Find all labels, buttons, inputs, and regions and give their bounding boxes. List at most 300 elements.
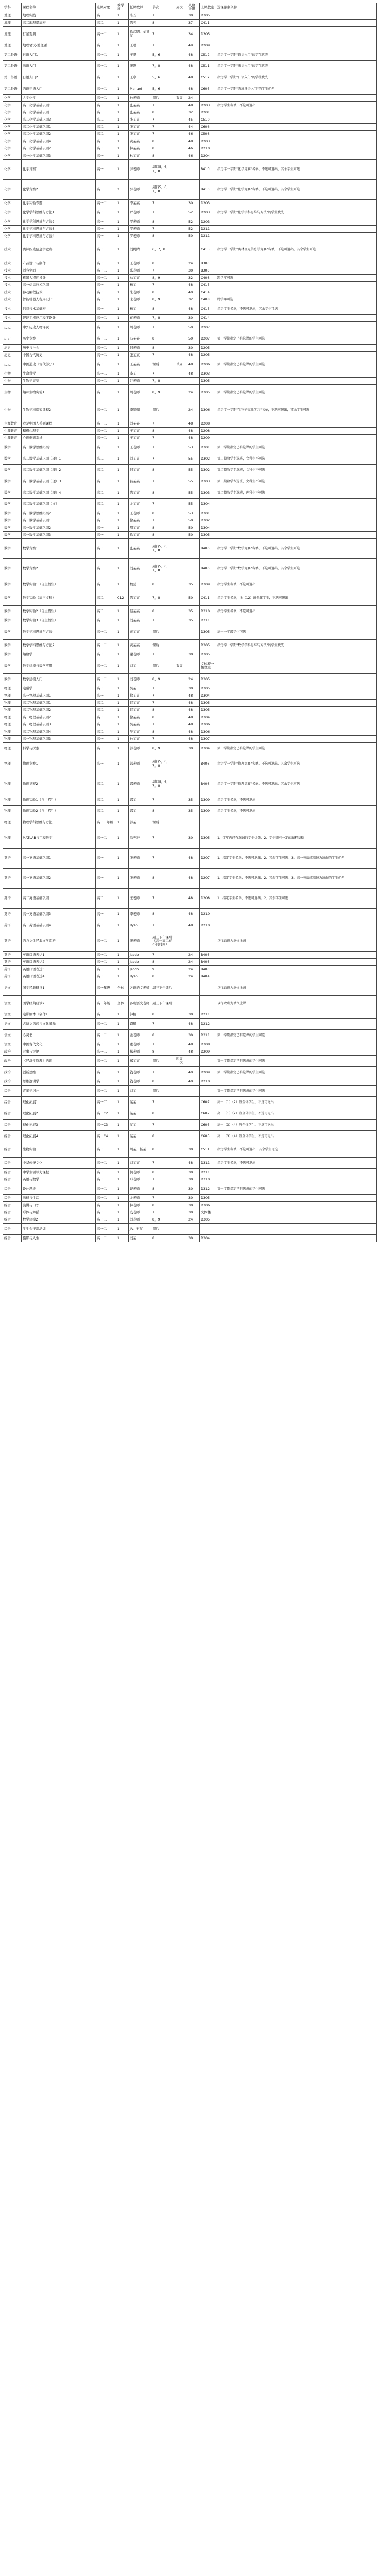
cell-target: 高一 xyxy=(96,735,116,742)
cell-note xyxy=(216,289,377,296)
cell-room: D203 xyxy=(200,101,216,109)
cell-teacher: 郭老师 xyxy=(129,742,151,754)
cell-period: 8，9 xyxy=(151,384,175,400)
cell-cap xyxy=(187,995,200,1011)
cell-class: 1 xyxy=(116,510,129,517)
cell-teacher: 乐老师 xyxy=(129,267,151,274)
cell-room: D210 xyxy=(200,920,216,931)
cell-class: 1 xyxy=(116,207,129,218)
cell-cap: 52 xyxy=(187,218,200,225)
cell-class: 1 xyxy=(116,624,129,639)
cell-note xyxy=(216,1011,377,1018)
cell-course: 电影剧本（创作） xyxy=(22,1011,96,1018)
table-row xyxy=(3,434,377,442)
table-row xyxy=(3,138,377,145)
cell-target: 高二 xyxy=(96,138,116,145)
table-row xyxy=(3,579,377,590)
cell-weeks xyxy=(175,1011,187,1018)
cell-note: 以行政班为单位上课 xyxy=(216,980,377,995)
cell-note: 指定学一学期"物理竞赛"名单，不选可退出，其余学生可选 xyxy=(216,774,377,794)
cell-period: 8 xyxy=(151,958,175,965)
cell-weeks xyxy=(175,464,187,476)
cell-course: 数学建模与数学应用 xyxy=(22,658,96,673)
table-row xyxy=(3,817,377,828)
cell-teacher: 薛老师 xyxy=(129,159,151,179)
cell-course: 摄影与人生 xyxy=(22,1234,96,1242)
cell-note xyxy=(216,225,377,232)
cell-subject: 英语 xyxy=(3,908,22,920)
cell-course: 生物学竞赛 xyxy=(22,377,96,384)
cell-class: 1 xyxy=(116,658,129,673)
cell-period: 7，8 xyxy=(151,314,175,321)
cell-target: 高一二 xyxy=(96,1176,116,1183)
cell-room: D304 xyxy=(200,742,216,754)
cell-period: 8 xyxy=(151,289,175,296)
cell-teacher: 刘老师 xyxy=(129,1216,151,1223)
cell-note: 指定学一学期"德语入门"的学生优先 xyxy=(216,49,377,60)
table-row xyxy=(3,1055,377,1066)
cell-room: D305 xyxy=(200,384,216,400)
cell-room: B406 xyxy=(200,558,216,579)
table-row xyxy=(3,931,377,951)
cell-class: 1 xyxy=(116,138,129,145)
cell-period: 7，8 xyxy=(151,377,175,384)
cell-teacher: 王老师 xyxy=(129,888,151,908)
cell-subject: 综合 xyxy=(3,1194,22,1201)
cell-room: D209 xyxy=(200,42,216,49)
cell-target: 高二 xyxy=(96,487,116,498)
cell-target: 高二 xyxy=(96,19,116,26)
cell-period: 课后 xyxy=(151,359,175,370)
cell-weeks xyxy=(175,754,187,774)
cell-weeks xyxy=(175,487,187,498)
cell-class: 1 xyxy=(116,83,129,94)
cell-subject: 综合 xyxy=(3,1234,22,1242)
cell-room: D305 xyxy=(200,1216,216,1223)
cell-subject: 化学 xyxy=(3,116,22,123)
cell-subject: 英语 xyxy=(3,931,22,951)
cell-room xyxy=(200,931,216,951)
cell-note: 第二期数学专选班，文科生不可选 xyxy=(216,464,377,476)
cell-subject: 综合 xyxy=(3,1216,22,1223)
cell-weeks xyxy=(175,958,187,965)
cell-subject: 技术 xyxy=(3,314,22,321)
cell-weeks xyxy=(175,83,187,94)
cell-class: 1 xyxy=(116,94,129,101)
cell-note xyxy=(216,728,377,735)
cell-target: 高二 xyxy=(96,888,116,908)
cell-class: 1 xyxy=(116,232,129,240)
cell-period: 8，9 xyxy=(151,742,175,754)
cell-room: C411 xyxy=(200,590,216,605)
cell-period: 8 xyxy=(151,1168,175,1176)
cell-target: 高二 xyxy=(96,123,116,130)
cell-room: D305 xyxy=(200,706,216,714)
cell-note: 高一一年级学生可选 xyxy=(216,624,377,639)
cell-weeks xyxy=(175,296,187,303)
cell-class: 1 xyxy=(116,420,129,427)
cell-room: B403 xyxy=(200,958,216,965)
cell-teacher: 陈某某 xyxy=(129,590,151,605)
cell-teacher: 冯先进 xyxy=(129,828,151,848)
cell-period: 8 xyxy=(151,805,175,817)
cell-target: 高一二 xyxy=(96,260,116,267)
cell-cap: 46 xyxy=(187,130,200,138)
cell-note: 指定学一学期"物理竞赛"名单，不选可退出，其余学生可选 xyxy=(216,754,377,774)
cell-target: 高一C3 xyxy=(96,1119,116,1130)
header-period: 节次 xyxy=(151,3,175,12)
cell-room: C512 xyxy=(200,72,216,83)
table-row xyxy=(3,344,377,351)
cell-cap: 49 xyxy=(187,42,200,49)
cell-period: 5，6 xyxy=(151,49,175,60)
table-row xyxy=(3,442,377,453)
cell-weeks xyxy=(175,1041,187,1048)
cell-weeks xyxy=(175,1223,187,1234)
cell-cap xyxy=(187,1085,200,1096)
cell-course: 数学学科思维与方法 xyxy=(22,624,96,639)
cell-target: 高一二 xyxy=(96,973,116,980)
cell-room: B403 xyxy=(200,965,216,973)
cell-target: 高一二 xyxy=(96,400,116,420)
cell-teacher: 刘老师 xyxy=(129,673,151,685)
cell-target: 高一二 xyxy=(96,1142,116,1157)
cell-subject: 政治 xyxy=(3,1048,22,1055)
cell-cap: 48 xyxy=(187,699,200,706)
cell-course: 时事与评论 xyxy=(22,1048,96,1055)
cell-room: D207 xyxy=(200,321,216,333)
cell-period: 课后 xyxy=(151,639,175,651)
cell-teacher: 王老师 xyxy=(129,442,151,453)
cell-cap: 32 xyxy=(187,274,200,281)
cell-period: 8 xyxy=(151,1142,175,1157)
cell-cap: 30 xyxy=(187,1183,200,1194)
cell-weeks xyxy=(175,1142,187,1157)
cell-course: 大学化学 xyxy=(22,94,96,101)
cell-target: 高二 xyxy=(96,617,116,624)
cell-room: D203 xyxy=(200,218,216,225)
cell-room: D306 xyxy=(200,721,216,728)
cell-weeks xyxy=(175,1194,187,1201)
cell-period: 8 xyxy=(151,605,175,617)
cell-class: 1 xyxy=(116,1048,129,1055)
cell-room: D310 xyxy=(200,1176,216,1183)
cell-target: 高一二 xyxy=(96,1209,116,1216)
cell-class: 1 xyxy=(116,1142,129,1157)
cell-period: 7 xyxy=(151,225,175,232)
cell-teacher: 刘某 xyxy=(129,658,151,673)
cell-class: 1 xyxy=(116,49,129,60)
header-note: 选课限制条件 xyxy=(216,3,377,12)
cell-period: 8 xyxy=(151,973,175,980)
cell-course: 国学经典研读2 xyxy=(22,995,96,1011)
cell-cap: 48 xyxy=(187,848,200,868)
cell-course: 高二数学基础巩固（理）2 xyxy=(22,464,96,476)
header-class: 教学班 xyxy=(116,3,129,12)
cell-subject: 英语 xyxy=(3,920,22,931)
cell-teacher: 郭老师 xyxy=(129,774,151,794)
cell-room: C607 xyxy=(200,1096,216,1108)
cell-period: 7 xyxy=(151,721,175,728)
cell-cap: 35 xyxy=(187,579,200,590)
header-teacher: 任课教师 xyxy=(129,3,151,12)
cell-room: D211 xyxy=(200,1168,216,1176)
cell-subject: 数学 xyxy=(3,442,22,453)
cell-weeks xyxy=(175,370,187,377)
header-subject: 学科 xyxy=(3,3,22,12)
cell-class: 1 xyxy=(116,714,129,721)
cell-target: 高一 xyxy=(96,908,116,920)
cell-course: 高二数学基础巩固（文） xyxy=(22,498,96,510)
cell-weeks xyxy=(175,218,187,225)
cell-period: 周四5，6，7，8 xyxy=(151,558,175,579)
cell-subject: 历史 xyxy=(3,359,22,370)
cell-teacher: 徐某某 xyxy=(129,714,151,721)
table-row xyxy=(3,351,377,359)
cell-note xyxy=(216,138,377,145)
cell-teacher: 钱老师 xyxy=(129,1066,151,1078)
cell-weeks xyxy=(175,72,187,83)
cell-teacher: 谈老师 xyxy=(129,1183,151,1194)
cell-target: 高一二 xyxy=(96,951,116,958)
cell-course: 高一英语基础巩固4 xyxy=(22,920,96,931)
cell-note xyxy=(216,145,377,152)
cell-weeks xyxy=(175,12,187,19)
cell-note: 第一学期指定已有选课的学生可选 xyxy=(216,1085,377,1096)
cell-period: 周四5，6，7，8 xyxy=(151,754,175,774)
table-row xyxy=(3,289,377,296)
cell-weeks xyxy=(175,973,187,980)
cell-weeks xyxy=(175,130,187,138)
cell-course: 西方文化经典文学赏析 xyxy=(22,931,96,951)
cell-teacher: 某某 xyxy=(129,1096,151,1108)
cell-class: 1 xyxy=(116,281,129,289)
cell-period: 7 xyxy=(151,207,175,218)
cell-period: 7，8 xyxy=(151,60,175,72)
cell-note: 高一（1）（2）班全体学生，不选可退出 xyxy=(216,1108,377,1119)
cell-course: 科学与探索 xyxy=(22,742,96,754)
table-row xyxy=(3,1078,377,1085)
cell-period: 课后 xyxy=(151,1055,175,1066)
cell-teacher: 林某某 xyxy=(129,145,151,152)
cell-weeks xyxy=(175,179,187,199)
cell-subject: 综合 xyxy=(3,1201,22,1209)
cell-weeks xyxy=(175,1029,187,1041)
cell-cap: 55 xyxy=(187,476,200,487)
cell-cap: 48 xyxy=(187,72,200,83)
header-weeks: 周次 xyxy=(175,3,187,12)
cell-room: D304 xyxy=(200,714,216,721)
cell-cap: 37 xyxy=(187,19,200,26)
cell-course: 理化拓展2 xyxy=(22,1108,96,1119)
cell-note xyxy=(216,973,377,980)
cell-target: 高二 xyxy=(96,605,116,617)
cell-target: 高一 xyxy=(96,524,116,531)
cell-note: 第一学期指定已有选课的学生可选 xyxy=(216,359,377,370)
table-row xyxy=(3,225,377,232)
table-row xyxy=(3,1029,377,1041)
cell-cap: 24 xyxy=(187,973,200,980)
cell-room: C607 xyxy=(200,1108,216,1119)
cell-note: 指定学生名单，不选可退出 xyxy=(216,1157,377,1168)
cell-subject: 地理 xyxy=(3,26,22,42)
cell-teacher: 宋老师 xyxy=(129,296,151,303)
cell-subject: 数学 xyxy=(3,538,22,558)
cell-class: 1 xyxy=(116,685,129,692)
cell-course: 学生会干部培训 xyxy=(22,1223,96,1234)
cell-room: C512 xyxy=(200,49,216,60)
cell-teacher: 冯某某 xyxy=(129,333,151,344)
table-row xyxy=(3,498,377,510)
cell-note xyxy=(216,1209,377,1216)
cell-target: 高一二 xyxy=(96,1048,116,1055)
cell-subject: 生物 xyxy=(3,377,22,384)
cell-class: 1 xyxy=(116,579,129,590)
cell-subject: 化学 xyxy=(3,179,22,199)
cell-target: 高一二 xyxy=(96,49,116,60)
cell-course: 高一英语基础巩固2 xyxy=(22,868,96,888)
cell-course: 化学学科思维与方法2 xyxy=(22,218,96,225)
cell-room: D203 xyxy=(200,138,216,145)
table-row xyxy=(3,145,377,152)
cell-subject: 化学 xyxy=(3,159,22,179)
cell-cap: 30 xyxy=(187,1029,200,1041)
cell-weeks: 单周 xyxy=(175,359,187,370)
cell-teacher: 张某某 xyxy=(129,538,151,558)
cell-cap: 24 xyxy=(187,94,200,101)
table-row xyxy=(3,109,377,116)
cell-period: 8 xyxy=(151,706,175,714)
cell-subject: 化学 xyxy=(3,138,22,145)
cell-course: 数学实验（高三文科） xyxy=(22,590,96,605)
cell-period: 8 xyxy=(151,1183,175,1194)
cell-room: D207 xyxy=(200,868,216,888)
cell-note xyxy=(216,692,377,699)
header-course: 课程名称 xyxy=(22,3,96,12)
cell-cap: 30 xyxy=(187,12,200,19)
cell-subject: 物理 xyxy=(3,721,22,728)
cell-class: 1 xyxy=(116,351,129,359)
table-row xyxy=(3,868,377,888)
cell-period: 课后 xyxy=(151,94,175,101)
cell-cap xyxy=(187,931,200,951)
cell-teacher: 赵某某 xyxy=(129,699,151,706)
cell-note xyxy=(216,370,377,377)
cell-cap: 48 xyxy=(187,420,200,427)
cell-teacher: 李某某 xyxy=(129,199,151,207)
cell-subject: 技术 xyxy=(3,296,22,303)
cell-weeks xyxy=(175,152,187,159)
cell-weeks xyxy=(175,434,187,442)
cell-subject: 英语 xyxy=(3,951,22,958)
cell-target: 高一二 xyxy=(96,1066,116,1078)
table-row xyxy=(3,692,377,699)
cell-teacher: 薛老师 xyxy=(129,179,151,199)
cell-course: 生物学科探究课程2 xyxy=(22,400,96,420)
cell-note xyxy=(216,152,377,159)
cell-teacher: 吴某某 xyxy=(129,721,151,728)
cell-course: 高一物理基础巩固1 xyxy=(22,692,96,699)
cell-room: D210 xyxy=(200,145,216,152)
cell-weeks xyxy=(175,109,187,116)
cell-room: D310 xyxy=(200,605,216,617)
cell-class: 1 xyxy=(116,699,129,706)
cell-class: 1 xyxy=(116,1209,129,1216)
cell-weeks xyxy=(175,42,187,49)
cell-note: 指定学一学期"化学竞赛"名单，不选可退出，其余学生可选 xyxy=(216,159,377,179)
cell-note: 指定学生名单，不选可退出，其余学生可选 xyxy=(216,1142,377,1157)
cell-period: 7 xyxy=(151,1096,175,1108)
cell-target: 高一二 xyxy=(96,958,116,965)
cell-note xyxy=(216,281,377,289)
cell-note xyxy=(216,714,377,721)
cell-cap: 53 xyxy=(187,442,200,453)
cell-class: 1 xyxy=(116,109,129,116)
cell-cap xyxy=(187,1096,200,1108)
cell-note xyxy=(216,351,377,359)
cell-weeks xyxy=(175,19,187,26)
cell-class: 1 xyxy=(116,60,129,72)
cell-cap: 48 xyxy=(187,138,200,145)
cell-note xyxy=(216,651,377,658)
table-row xyxy=(3,1041,377,1048)
cell-room: D211 xyxy=(200,225,216,232)
table-row xyxy=(3,26,377,42)
cell-cap: 48 xyxy=(187,1041,200,1048)
cell-course: 中国古代历史 xyxy=(22,351,96,359)
cell-course: 高二化学基础巩固 xyxy=(22,109,96,116)
cell-weeks xyxy=(175,617,187,624)
cell-course: 行星观测 xyxy=(22,26,96,42)
table-row xyxy=(3,49,377,60)
cell-note: 指定学一学期"生物研究性学习"名单，不选可退出，其余学生可选 xyxy=(216,400,377,420)
cell-note: 指定学生名单，不选可退出 xyxy=(216,579,377,590)
cell-teacher: 何老师 xyxy=(129,344,151,351)
cell-course: 化学学科思维与方法1 xyxy=(22,207,96,218)
cell-period: 8 xyxy=(151,152,175,159)
cell-weeks xyxy=(175,828,187,848)
cell-weeks xyxy=(175,1119,187,1130)
cell-class: 1 xyxy=(116,199,129,207)
cell-note xyxy=(216,817,377,828)
cell-subject: 第二外语 xyxy=(3,72,22,83)
cell-cap: 30 xyxy=(187,1168,200,1176)
cell-class: 1 xyxy=(116,692,129,699)
cell-weeks xyxy=(175,199,187,207)
cell-course: 高二化学基础巩固3 xyxy=(22,116,96,123)
cell-target: 高一二 xyxy=(96,1078,116,1085)
cell-cap: 46 xyxy=(187,152,200,159)
cell-class: 1 xyxy=(116,1157,129,1168)
cell-subject: 综合 xyxy=(3,1157,22,1168)
cell-room: B408 xyxy=(200,754,216,774)
cell-period: 7 xyxy=(151,281,175,289)
table-row xyxy=(3,453,377,464)
cell-course: 英语与数学 xyxy=(22,1176,96,1183)
cell-subject: 物理 xyxy=(3,692,22,699)
table-row xyxy=(3,240,377,260)
cell-class: 1 xyxy=(116,218,129,225)
cell-period: 7 xyxy=(151,42,175,49)
cell-teacher: 各班语文老师 xyxy=(129,995,151,1011)
cell-note xyxy=(216,260,377,267)
cell-teacher: 周某某 xyxy=(129,524,151,531)
cell-note: 高一（1）（2）班全体学生，不选可退出 xyxy=(216,1096,377,1108)
cell-subject: 生物 xyxy=(3,370,22,377)
cell-period: 7 xyxy=(151,735,175,742)
table-row xyxy=(3,794,377,805)
cell-target: 高一二 xyxy=(96,1183,116,1194)
